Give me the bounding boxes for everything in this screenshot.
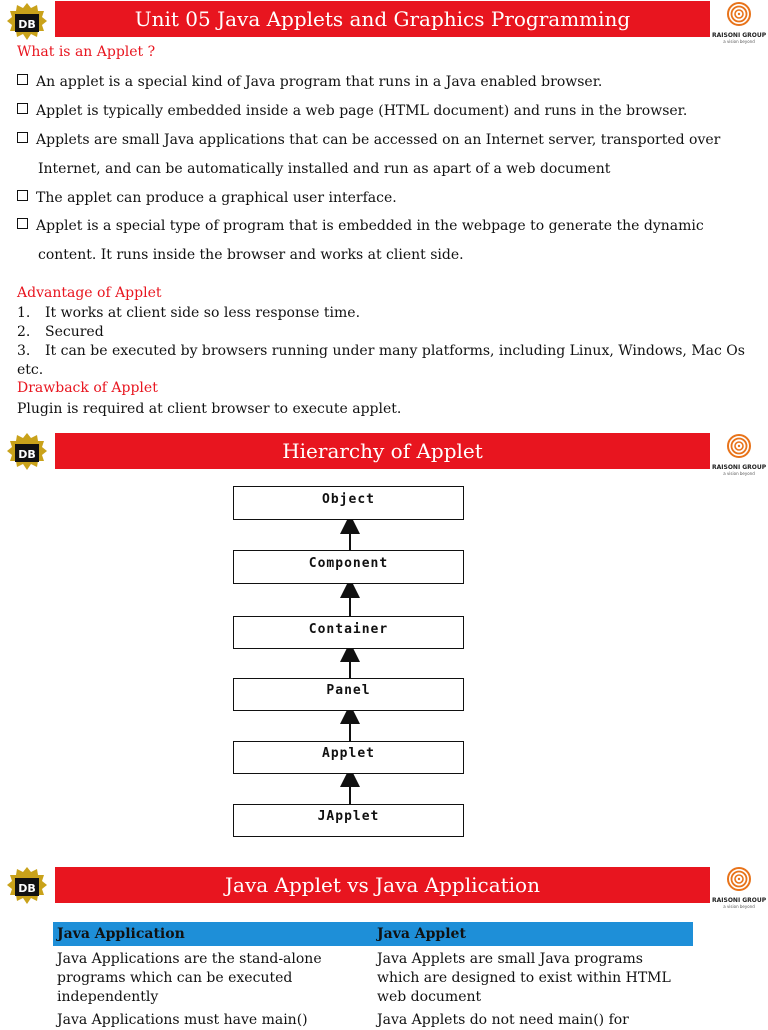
hierarchy-node-japplet: JApplet [233,804,464,837]
hierarchy-node-applet: Applet [233,741,464,774]
svg-text:DB: DB [18,882,36,895]
slide-title: Java Applet vs Java Application [55,867,710,903]
svg-text:DB: DB [18,448,36,461]
hierarchy-node-panel: Panel [233,678,464,711]
bullet-item: Applet is a special type of program that is embedded in the webpage to generate the dynamic content. It runs inside the browser and works at client side. [17,212,738,270]
table-row [53,946,693,1007]
bullet-item: Applets are small Java applications that can be accessed on an Internet server, transported over Internet, and can be automatically installed and run as apart of a web document [17,126,738,184]
brand-name: RAISONI GROUP [712,897,767,904]
bullet-item: Applet is typically embedded inside a web page (HTML document) and runs in the browser. [17,97,738,126]
table-header-cell: Java Applet [373,922,693,946]
raisoni-fingerprint-icon [726,865,752,893]
college-logo-icon [6,2,48,44]
comparison-table [53,922,693,1030]
advantage-item: 1. It works at client side so less response time. [17,305,361,321]
hierarchy-node-component: Component [233,550,464,584]
drawback-heading: Drawback of Applet [17,380,158,396]
checkbox-bullet-icon [17,218,28,229]
bullet-item: An applet is a special kind of Java program that runs in a Java enabled browser. [17,68,738,97]
what-is-heading: What is an Applet ? [17,44,156,60]
slide-title: Unit 05 Java Applets and Graphics Programming [55,1,710,37]
raisoni-logo [712,865,766,913]
advantage-heading: Advantage of Applet [17,285,162,301]
brand-tagline: a vision beyond [723,39,755,44]
drawback-text: Plugin is required at client browser to execute applet. [17,401,402,417]
brand-tagline: a vision beyond [723,904,755,909]
raisoni-logo [712,0,766,48]
svg-text:DB: DB [18,18,36,31]
slide-3 [0,864,768,1028]
brand-tagline: a vision beyond [723,471,755,476]
table-cell: Java Applets are small Java programs which are designed to exist within HTML web document [377,951,671,1005]
brand-name: RAISONI GROUP [712,32,767,39]
table-cell: Java Applications are the stand-alone programs which can be executed independently [57,951,322,1005]
hierarchy-node-object: Object [233,486,464,520]
checkbox-bullet-icon [17,190,28,201]
table-cell: Java Applets do not need main() for [377,1012,629,1028]
college-logo-icon [6,866,48,908]
advantage-item: 3. It can be executed by browsers running under many platforms, including Linux, Windows, Mac Os etc. [17,343,745,378]
table-header-row [53,922,693,946]
advantage-item: 2. Secured [17,324,104,340]
checkbox-bullet-icon [17,132,28,143]
slide-2 [0,430,768,840]
table-header-cell: Java Application [53,922,373,946]
hierarchy-node-container: Container [233,616,464,649]
table-cell: Java Applications must have main() [57,1012,308,1028]
slide-1 [0,0,768,425]
raisoni-fingerprint-icon [726,0,752,28]
checkbox-bullet-icon [17,103,28,114]
slide-title: Hierarchy of Applet [55,433,710,469]
brand-name: RAISONI GROUP [712,464,767,471]
table-row [53,1007,693,1030]
bullet-item: The applet can produce a graphical user interface. [17,184,738,213]
checkbox-bullet-icon [17,74,28,85]
